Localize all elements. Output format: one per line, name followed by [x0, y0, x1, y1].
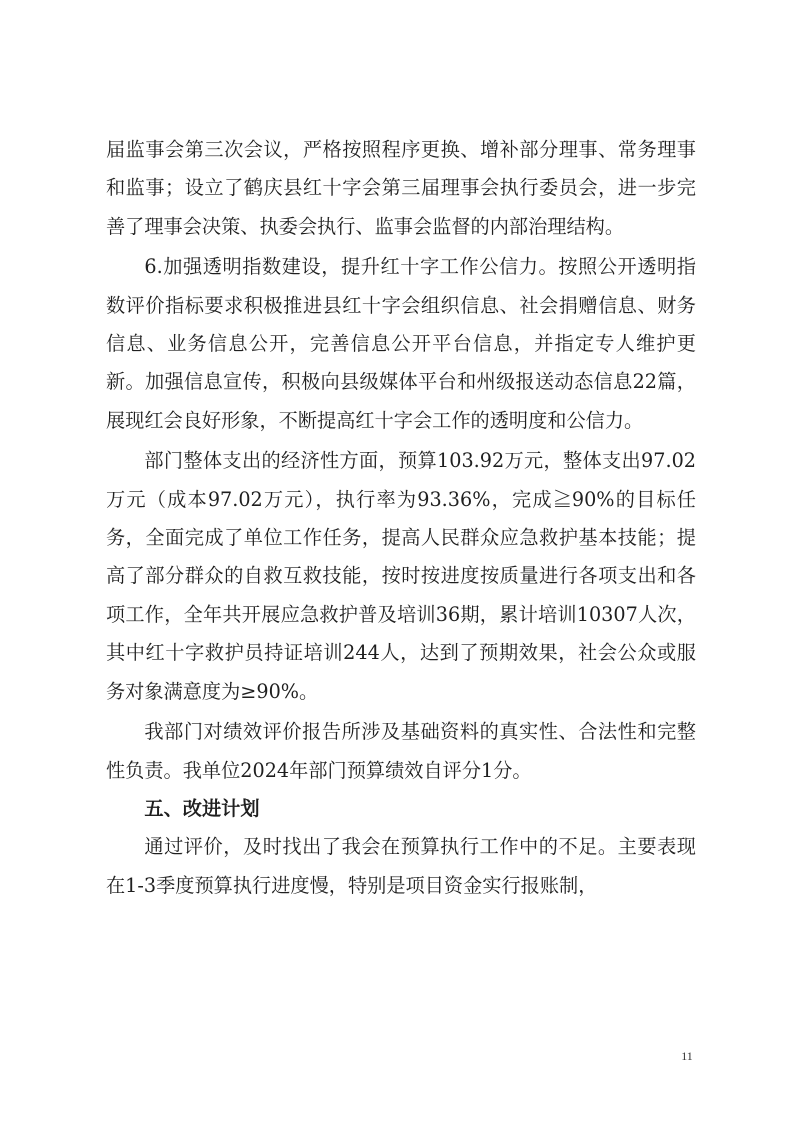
page-number: 11 [681, 1049, 693, 1063]
paragraph-expenditure: 部门整体支出的经济性方面，预算103.92万元，整体支出97.02万元（成本97.02万元），执行率为93.36%，完成≧90%的目标任务，全面完成了单位工作任务，提高人民群众应急救护基本技能；提高了部分群众的自救互救技能，按时按进度按质量进行各项支出和各项工作，全年共开展应急救护普及培训36期，累计培训10307人次，其中红十字救护员持证培训244人，达到了预期效果，社会公众或服务对象满意度为≥90%。 [106, 449, 696, 703]
paragraph-transparency: 6.加强透明指数建设，提升红十字工作公信力。按照公开透明指数评价指标要求积极推进县红十字会组织信息、社会捐赠信息、财务信息、业务信息公开，完善信息公开平台信息，并指定专人维护更新。加强信息宣传，积极向县级媒体平台和州级报送动态信息22篇，展现红会良好形象，不断提高红十字会工作的透明度和公信力。 [106, 255, 696, 432]
section-heading: 五、改进计划 [144, 796, 260, 820]
body-text [106, 131, 696, 905]
paragraph-responsibility: 我部门对绩效评价报告所涉及基础资料的真实性、合法性和完整性负责。我单位2024年部门预算绩效自评分1分。 [106, 720, 696, 782]
paragraph-improvement: 通过评价，及时找出了我会在预算执行工作中的不足。主要表现在1-3季度预算执行进度慢，特别是项目资金实行报账制， [106, 835, 696, 897]
paragraph-continuation: 届监事会第三次会议，严格按照程序更换、增补部分理事、常务理事和监事；设立了鹤庆县红十字会第三届理事会执行委员会，进一步完善了理事会决策、执委会执行、监事会监督的内部治理结构。 [106, 138, 696, 238]
